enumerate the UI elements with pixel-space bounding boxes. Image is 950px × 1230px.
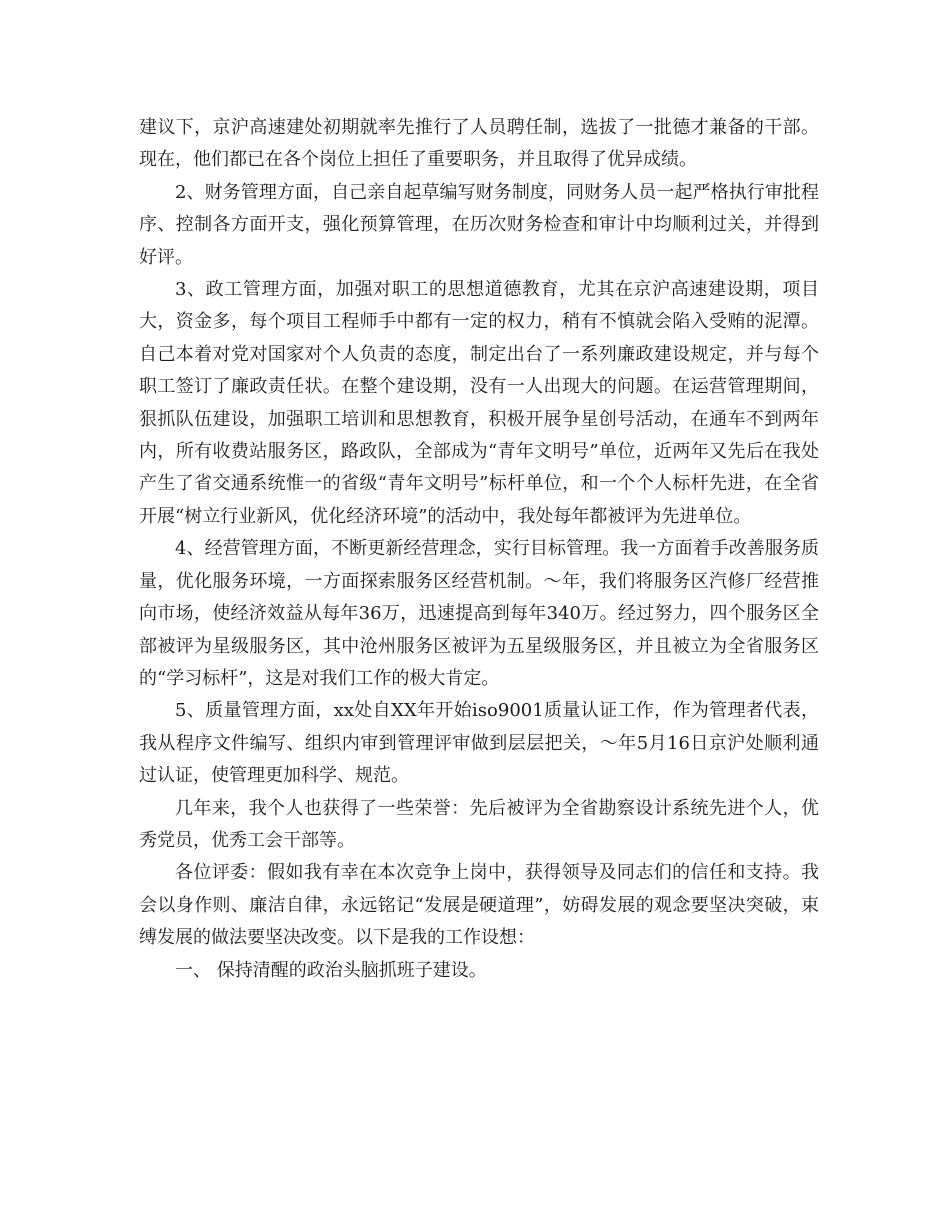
paragraph: 各位评委：假如我有幸在本次竞争上岗中，获得领导及同志们的信任和支持。我会以身作则、廉洁自律，永远铭记“发展是硬道理”，妨碍发展的观念要坚决突破，束缚发展的做法要坚决改变。以下是我的工作设想： — [139, 862, 819, 949]
paragraph: 5、质量管理方面，xx处自XX年开始iso9001质量认证工作，作为管理者代表，我从程序文件编写、组织内审到管理评审做到层层把关，～年5月16日京沪处顺利通过认证，使管理更加科学、规范。 — [139, 700, 819, 787]
paragraph: 一、 保持清醒的政治头脑抓班子建设。 — [175, 959, 487, 981]
paragraph: 几年来，我个人也获得了一些荣誉：先后被评为全省勘察设计系统先进个人，优秀党员，优秀工会干部等。 — [139, 797, 819, 851]
paragraph: 3、政工管理方面，加强对职工的思想道德教育，尤其在京沪高速建设期，项目大，资金多，每个项目工程师手中都有一定的权力，稍有不慎就会陷入受贿的泥潭。自己本着对党对国家对个人负责的态度，制定出台了一系列廉政建设规定，并与每个职工签订了廉政责任状。在整个建设期，没有一人出现大的问题。在运营管理期间，狠抓队伍建设，加强职工培训和思想教育，积极开展争星创号活动，在通车不到两年内，所有收费站服务区，路政队，全部成为“青年文明号”单位，近两年又先后在我处产生了省交通系统惟一的省级“青年文明号”标杆单位，和一个个人标杆先进，在全省开展“树立行业新风，优化经济环境”的活动中，我处每年都被评为先进单位。 — [139, 279, 819, 527]
paragraph: 4、经营管理方面，不断更新经营理念，实行目标管理。我一方面着手改善服务质量，优化服务环境，一方面探索服务区经营机制。～年，我们将服务区汽修厂经营推向市场，使经济效益从每年36万，迅速提高到每年340万。经过努力，四个服务区全部被评为星级服务区，其中沧州服务区被评为五星级服务区，并且被立为全省服务区的“学习标杆”，这是对我们工作的极大肯定。 — [139, 538, 819, 689]
document-body — [139, 112, 819, 987]
paragraph: 2、财务管理方面，自己亲自起草编写财务制度，同财务人员一起严格执行审批程序、控制各方面开支，强化预算管理，在历次财务检查和审计中均顺利过关，并得到好评。 — [139, 181, 819, 268]
paragraph: 建议下，京沪高速建处初期就率先推行了人员聘任制，选拔了一批德才兼备的干部。现在，他们都已在各个岗位上担任了重要职务，并且取得了优异成绩。 — [139, 117, 819, 171]
